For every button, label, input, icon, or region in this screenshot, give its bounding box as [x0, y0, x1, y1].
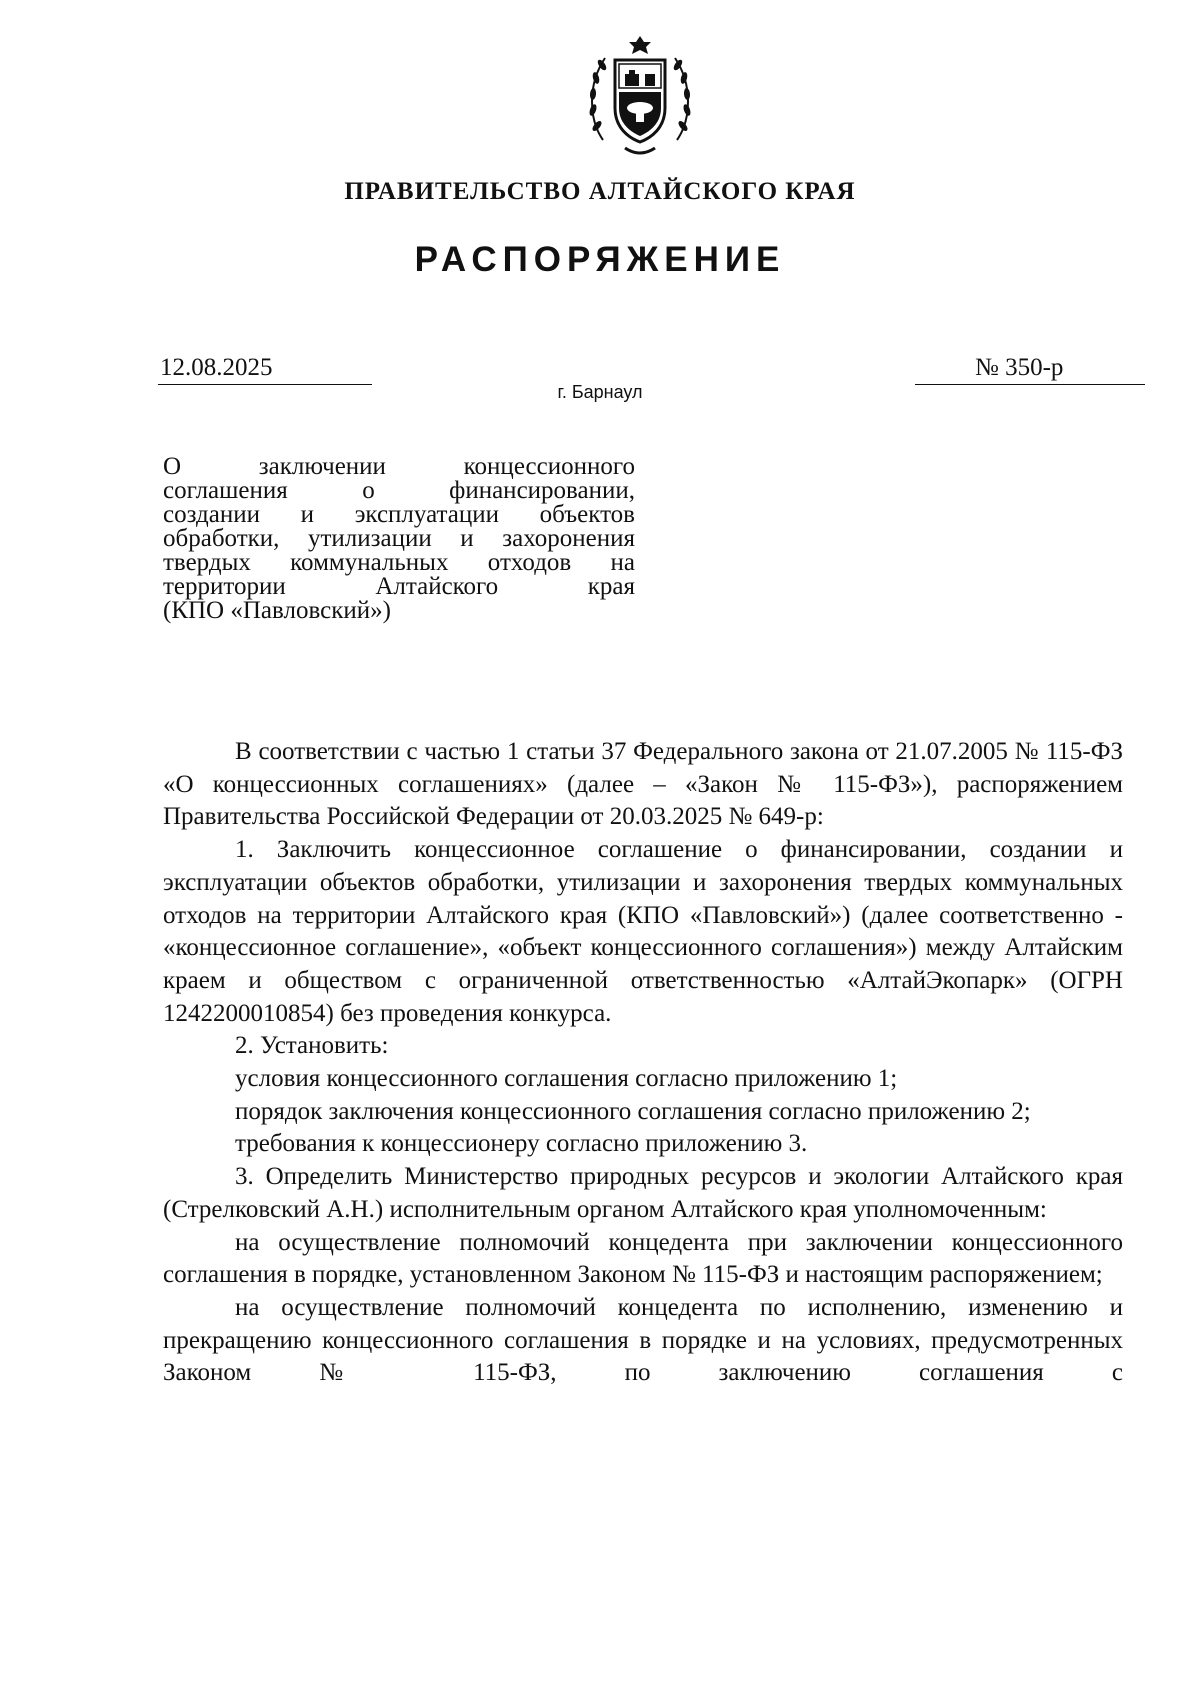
item-2-subitem: требования к концессионеру согласно приложению 3. [235, 1130, 808, 1158]
subject-line: соглашения о финансировании, [163, 477, 635, 504]
item-2-subitem: условия концессионного соглашения согласно приложению 1; [235, 1065, 898, 1093]
document-subject [163, 455, 635, 623]
item-2-paragraph: 2. Установить: [235, 1032, 389, 1060]
preamble-paragraph: В соответствии с частью 1 статьи 37 Федерального закона от 21.07.2005 № 115-ФЗ «О концессионных соглашениях» (далее – «Закон № 115-ФЗ»), распоряжением Правительства Российской Федерации от 20.03.2025 № 649-р: [163, 738, 1123, 831]
subject-line: территории Алтайского края [163, 573, 635, 600]
item-3-paragraph: 3. Определить Министерство природных ресурсов и экологии Алтайского края (Стрелковский А.Н.) исполнительным органом Алтайского края уполномоченным: [163, 1163, 1123, 1223]
item-3-subitem: на осуществление полномочий концедента по исполнению, изменению и прекращению концессионного соглашения в порядке и на условиях, предусмотренных Законом № 115-ФЗ, по заключению соглашения с [163, 1293, 1123, 1387]
subject-line: (КПО «Павловский») [163, 597, 391, 624]
document-number: № 350-р [915, 352, 1145, 385]
document-type-title: РАСПОРЯЖЕНИЕ [414, 240, 786, 279]
document-date: 12.08.2025 [158, 352, 372, 385]
subject-line: О заключении концессионного [163, 453, 635, 480]
item-2-subitem: порядок заключения концессионного соглашения согласно приложению 2; [235, 1097, 1031, 1125]
issue-city: г. Барнаул [557, 382, 643, 402]
item-1-paragraph: 1. Заключить концессионное соглашение о финансировании, создании и эксплуатации объектов обработки, утилизации и захоронения твердых коммунальных отходов на территории Алтайского края (КПО «Павловский») (далее соответственно - «концессионное соглашение», «объект концессионного соглашения») между Алтайским краем и обществом с ограниченной ответственностью «АлтайЭкопарк» (ОГРН 1242200010854) без проведения конкурса. [163, 836, 1123, 1027]
item-3-subitem: на осуществление полномочий концедента при заключении концессионного соглашения в порядке, установленном Законом № 115-ФЗ и настоящим распоряжением; [163, 1228, 1123, 1289]
document-body [163, 736, 1123, 1390]
subject-line: обработки, утилизации и захоронения [163, 525, 635, 552]
subject-line: твердых коммунальных отходов на [163, 549, 635, 576]
coat-of-arms-emblem [585, 30, 695, 162]
government-name: ПРАВИТЕЛЬСТВО АЛТАЙСКОГО КРАЯ [344, 178, 856, 205]
subject-line: создании и эксплуатации объектов [163, 501, 635, 528]
